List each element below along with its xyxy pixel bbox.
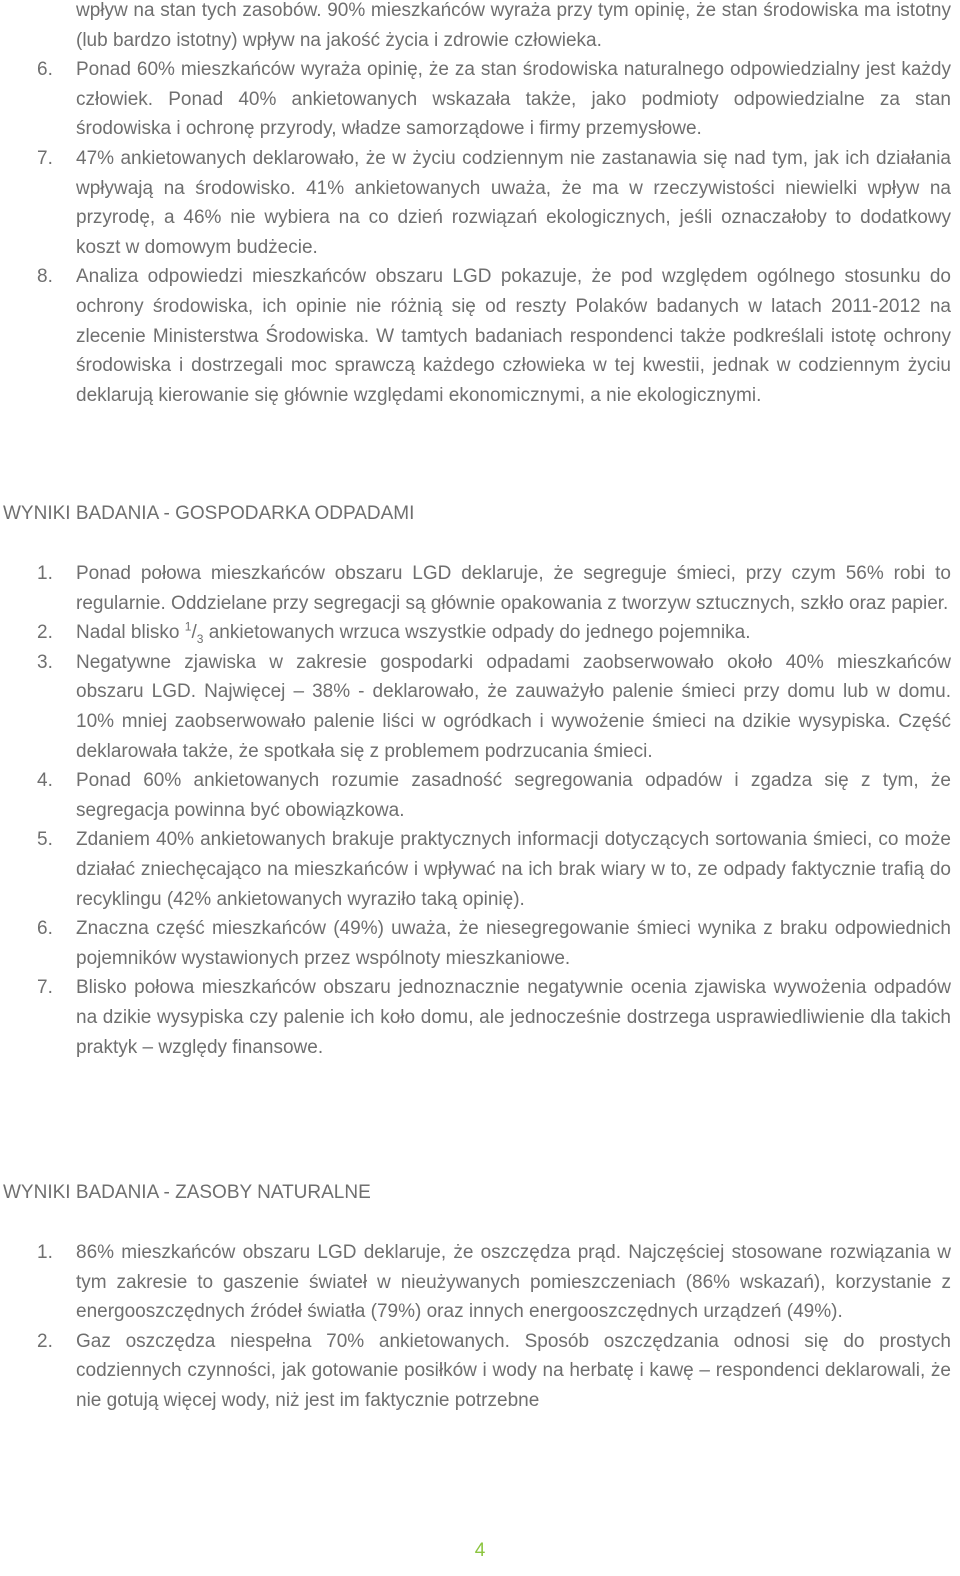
- list-waste-results: [0, 559, 960, 1062]
- item-number: 7.: [37, 147, 53, 169]
- item-text: Ponad połowa mieszkańców obszaru LGD deklaruje, że segreguje śmieci, przy czym 56% robi to regularnie. Oddzielane przy segregacji są głównie opakowania z tworzyw sztucznych, szkło oraz papier.: [76, 563, 951, 614]
- item-number: 8.: [37, 266, 53, 288]
- section-heading-resources: WYNIKI BADANIA - ZASOBY NATURALNE: [3, 1182, 371, 1203]
- list-item: [0, 55, 960, 144]
- page-number: 4: [474, 1540, 486, 1561]
- fraction: [184, 619, 204, 646]
- list-item: [0, 973, 960, 1062]
- list-environment-opinions: [0, 0, 960, 410]
- item-text: Ponad 60% mieszkańców wyraża opinię, że za stan środowiska naturalnego odpowiedzialny jest każdy człowiek. Ponad 40% ankietowanych wskazała także, jako podmioty odpowiedzialne za stan środowiska i ochronę przyrody, władze samorządowe i firmy przemysłowe.: [76, 59, 951, 140]
- item-text: Blisko połowa mieszkańców obszaru jednoznacznie negatywnie ocenia zjawiska wywożenia odpadów na dzikie wysypiska czy palenie ich koło domu, ale jednocześnie dostrzega usprawiedliwienie dla takich praktyk – względy finansowe.: [76, 977, 951, 1058]
- item-text: Negatywne zjawiska w zakresie gospodarki odpadami zaobserwowało około 40% mieszkańców obszaru LGD. Najwięcej – 38% - deklarowało, że zauważyło palenie śmieci przy domu lub w domu. 10% mniej zaobserwowało palenie liści w ogródkach i wywożenie śmieci na dzikie wysypiska. Część deklarowała także, że spotkała się z problemem podrzucania śmieci.: [76, 651, 951, 762]
- item-text: Analiza odpowiedzi mieszkańców obszaru LGD pokazuje, że pod względem ogólnego stosunku do ochrony środowiska, ich opinie nie różnią się od reszty Polaków badanych w latach 2011-2012 na zlecenie Ministerstwa Środowiska. W tamtych badaniach respondenci także podkreślali istotę ochrony środowiska i dostrzegali moc sprawczą każdego człowieka w tej kwestii, jednak w codziennym życiu deklarują kierowanie się głównie względami ekonomicznymi, a nie ekologicznymi.: [76, 266, 951, 406]
- item-text: Ponad 60% ankietowanych rozumie zasadność segregowania odpadów i zgadza się z tym, że segregacja powinna być obowiązkowa.: [76, 770, 951, 821]
- item-number: 1.: [37, 1242, 53, 1263]
- item-number: 5.: [37, 829, 53, 851]
- list-item: [0, 825, 960, 914]
- fraction-numerator: 1: [184, 619, 192, 634]
- item-text-after: ankietowanych wrzuca wszystkie odpady do jednego pojemnika.: [203, 622, 751, 644]
- fraction-slash: /: [191, 622, 197, 644]
- item-text: [76, 618, 951, 648]
- item-text: wpływ na stan tych zasobów. 90% mieszkańców wyraża przy tym opinię, że stan środowiska ma istotny (lub bardzo istotny) wpływ na jakość życia i zdrowie człowieka.: [76, 0, 951, 51]
- list-item: [0, 766, 960, 825]
- section-heading-waste: WYNIKI BADANIA - GOSPODARKA ODPADAMI: [3, 503, 415, 524]
- list-item: [0, 1238, 960, 1327]
- item-number: 6.: [37, 918, 53, 940]
- item-text: Zdaniem 40% ankietowanych brakuje praktycznych informacji dotyczących sortowania śmieci, co może działać zniechęcająco na mieszkańców i wpływać na ich brak wiary w to, ze odpady faktycznie trafią do recyklingu (42% ankietowanych wyraziło taką opinię).: [76, 829, 951, 910]
- list-item: [0, 648, 960, 766]
- list-resources-results: [0, 1238, 960, 1416]
- item-text: Gaz oszczędza niespełna 70% ankietowanych. Sposób oszczędzania odnosi się do prostych codziennych czynności, jak gotowanie posiłków i wody na herbatę i kawę – respondenci deklarowali, że nie gotują więcej wody, niż jest im faktycznie potrzebne: [76, 1330, 951, 1411]
- fraction-denominator: 3: [196, 631, 204, 646]
- item-text: 86% mieszkańców obszaru LGD deklaruje, że oszczędza prąd. Najczęściej stosowane rozwiązania w tym zakresie to gaszenie świateł w nieużywanych pomieszczeniach (86% wskazań), korzystanie z energooszczędnych źródeł światła (79%) oraz innych energooszczędnych urządzeń (49%).: [76, 1242, 951, 1323]
- item-number: 1.: [37, 563, 53, 584]
- list-item: [0, 618, 960, 648]
- list-item: [0, 1327, 960, 1416]
- item-number: 6.: [37, 59, 53, 81]
- list-item: [0, 144, 960, 262]
- list-item: [0, 0, 960, 55]
- item-number: 3.: [37, 651, 53, 673]
- item-number: 4.: [37, 770, 53, 792]
- item-number: 2.: [37, 1330, 53, 1352]
- item-text-before: Nadal blisko: [76, 622, 185, 644]
- list-item: [0, 262, 960, 410]
- item-text: Znaczna część mieszkańców (49%) uważa, że niesegregowanie śmieci wynika z braku odpowiednich pojemników wystawionych przez wspólnoty mieszkaniowe.: [76, 918, 951, 969]
- list-item: [0, 914, 960, 973]
- list-item: [0, 559, 960, 618]
- item-number: 2.: [37, 622, 53, 644]
- item-text: 47% ankietowanych deklarowało, że w życiu codziennym nie zastanawia się nad tym, jak ich działania wpływają na środowisko. 41% ankietowanych uważa, że ma w rzeczywistości niewielki wpływ na przyrodę, a 46% nie wybiera na co dzień rozwiązań ekologicznych, jeśli oznaczałoby to dodatkowy koszt w domowym budżecie.: [76, 147, 951, 258]
- item-number: 7.: [37, 977, 53, 999]
